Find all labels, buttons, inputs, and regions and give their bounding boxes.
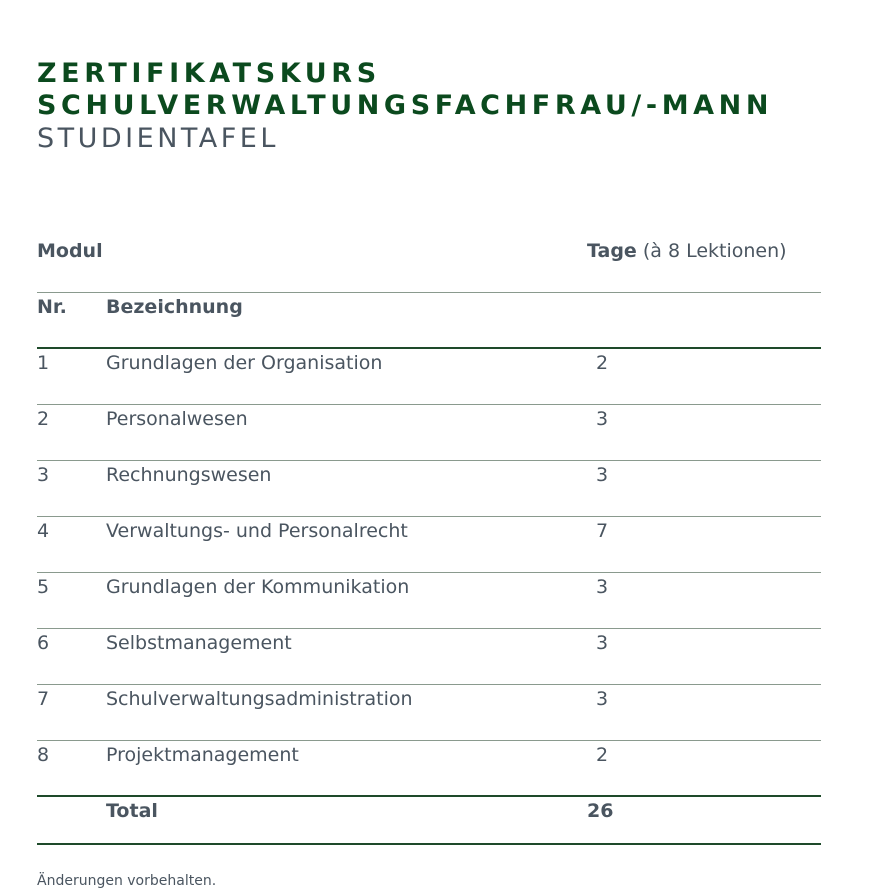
- total-days: 26: [587, 800, 614, 822]
- row-name: Grundlagen der Organisation: [106, 352, 383, 374]
- row-name: Projektmanagement: [106, 744, 299, 766]
- row-name: Schulverwaltungsadministration: [106, 688, 413, 710]
- table-row: [37, 685, 821, 741]
- row-days: 7: [596, 520, 609, 542]
- row-days: 2: [596, 352, 609, 374]
- table-header-row-2: [37, 293, 821, 349]
- table-row: [37, 517, 821, 573]
- table-row: [37, 573, 821, 629]
- subtitle: STUDIENTAFEL: [37, 123, 279, 154]
- header-nr: Nr.: [37, 296, 67, 318]
- row-name: Verwaltungs- und Personalrecht: [106, 520, 408, 542]
- row-name: Grundlagen der Kommunikation: [106, 576, 410, 598]
- row-days: 2: [596, 744, 609, 766]
- total-label: Total: [106, 800, 158, 822]
- row-nr: 1: [37, 352, 50, 374]
- title-line-2: SCHULVERWALTUNGSFACHFRAU/-MANN: [37, 90, 774, 121]
- row-nr: 3: [37, 464, 50, 486]
- row-days: 3: [596, 632, 609, 654]
- table-row: [37, 349, 821, 405]
- table-row: [37, 461, 821, 517]
- row-nr: 7: [37, 688, 50, 710]
- row-nr: 8: [37, 744, 50, 766]
- table-row: [37, 741, 821, 797]
- row-days: 3: [596, 576, 609, 598]
- header-bezeichnung: Bezeichnung: [106, 296, 243, 318]
- title-line-1: ZERTIFIKATSKURS: [37, 58, 381, 89]
- row-name: Rechnungswesen: [106, 464, 272, 486]
- header-modul: Modul: [37, 240, 103, 262]
- row-name: Selbstmanagement: [106, 632, 292, 654]
- row-nr: 6: [37, 632, 50, 654]
- row-name: Personalwesen: [106, 408, 248, 430]
- table-total-row: [37, 797, 821, 845]
- row-days: 3: [596, 408, 609, 430]
- header-tage: [587, 240, 787, 262]
- table-row: [37, 405, 821, 461]
- row-nr: 5: [37, 576, 50, 598]
- row-nr: 2: [37, 408, 50, 430]
- header-tage-label: Tage: [587, 240, 637, 262]
- table-header-row-1: [37, 237, 821, 293]
- footnote: Änderungen vorbehalten.: [37, 873, 217, 889]
- row-days: 3: [596, 688, 609, 710]
- row-days: 3: [596, 464, 609, 486]
- document-title-block: [37, 58, 773, 156]
- header-tage-note: (à 8 Lektionen): [636, 240, 787, 262]
- table-row: [37, 629, 821, 685]
- module-table: [37, 237, 821, 845]
- row-nr: 4: [37, 520, 50, 542]
